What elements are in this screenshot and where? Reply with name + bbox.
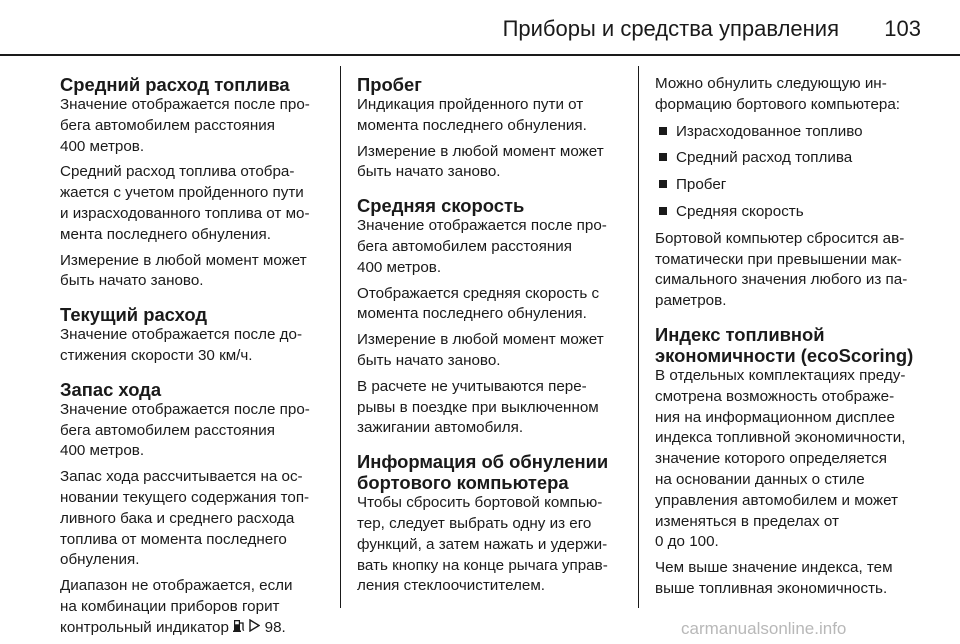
list-item [655, 202, 919, 223]
heading-average-speed: Средняя скорость [357, 195, 525, 217]
fuel-pump-icon [233, 618, 245, 639]
text-line: на комбинации приборов горит [60, 597, 280, 615]
paragraph [357, 493, 621, 597]
text-line: раметров. [655, 292, 727, 310]
text-line: Измерение в любой момент может [60, 251, 307, 269]
text-line: 400 метров. [60, 137, 145, 155]
text-line: на основании данных о стиле [655, 470, 865, 488]
column-divider-1 [340, 66, 341, 608]
heading-current-consumption: Текущий расход [60, 304, 208, 326]
text-line: Значение отображается после про- [60, 400, 310, 418]
page-reference: 98. [264, 618, 286, 636]
text-line: рывы в поездке при выключенном [357, 398, 599, 416]
list-item-text: Израсходованное топливо [676, 122, 863, 140]
text-line: Бортовой компьютер сбросится ав- [655, 229, 905, 247]
text-line: обнуления. [60, 551, 140, 569]
list-item-text: Средний расход топлива [676, 149, 853, 167]
text-line: Измерение в любой момент может [357, 142, 604, 160]
paragraph [357, 377, 621, 439]
text-line: Значение отображается после про- [357, 217, 607, 235]
text-line: бега автомобилем расстояния [60, 116, 275, 134]
text-line: вать кнопку на конце рычага управ- [357, 556, 608, 574]
square-bullet-icon [659, 207, 667, 215]
page-header-title: Приборы и средства управления [502, 16, 839, 41]
column-3 [655, 74, 919, 605]
text-line: стижения скорости 30 км/ч. [60, 346, 253, 364]
text-line: Запас хода рассчитывается на ос- [60, 468, 303, 486]
paragraph [357, 216, 621, 278]
text-line: зажигании автомобиля. [357, 419, 524, 437]
paragraph [60, 400, 324, 462]
list-item [655, 148, 919, 169]
text-line: быть начато заново. [357, 351, 501, 369]
paragraph [60, 162, 324, 245]
paragraph [655, 366, 919, 553]
heading-line: Индекс топливной [655, 323, 825, 345]
heading-range: Запас хода [60, 378, 162, 400]
paragraph [655, 229, 919, 312]
text-line: Можно обнулить следующую ин- [655, 75, 887, 92]
text-line: 400 метров. [357, 258, 442, 276]
bullet-list [655, 122, 919, 223]
square-bullet-icon [659, 127, 667, 135]
heading-line: экономичности (ecoScoring) [655, 344, 914, 366]
text-line: и израсходованного топлива от мо- [60, 204, 310, 222]
heading-line: бортового компьютера [357, 472, 569, 494]
text-line: бега автомобилем расстояния [60, 421, 275, 439]
text-line: жается с учетом пройденного пути [60, 184, 304, 202]
text-line: Чтобы сбросить бортовой компью- [357, 494, 603, 512]
paragraph [357, 95, 621, 137]
paragraph [357, 142, 621, 184]
text-line: функций, а затем нажать и удержи- [357, 535, 608, 553]
heading-reset-info [357, 451, 621, 493]
text-line: формацию бортового компьютера: [655, 95, 901, 113]
heading-average-consumption: Средний расход топлива [60, 74, 290, 95]
text-line: управления автомобилем и может [655, 491, 898, 509]
heading-eco-scoring [655, 324, 919, 366]
text-line: момента последнего обнуления. [357, 305, 587, 323]
header-divider [0, 54, 960, 56]
square-bullet-icon [659, 180, 667, 188]
paragraph [60, 576, 324, 638]
text-line: В расчете не учитываются пере- [357, 377, 587, 395]
heading-mileage: Пробег [357, 74, 422, 95]
text-line: томатически при превышении мак- [655, 250, 902, 268]
text-line: Чем выше значение индекса, тем [655, 559, 893, 577]
text-line: ливного бака и среднего расхода [60, 509, 295, 527]
paragraph [60, 251, 324, 293]
text-line: топлива от момента последнего [60, 530, 287, 548]
paragraph [60, 95, 324, 157]
paragraph [357, 330, 621, 372]
text-line: значение которого определяется [655, 450, 887, 468]
text-line: 400 метров. [60, 442, 145, 460]
text-line-with-icons [60, 618, 324, 639]
list-item-text: Средняя скорость [676, 202, 804, 220]
paragraph [357, 284, 621, 326]
column-1 [60, 74, 324, 644]
text-line: Индикация пройденного пути от [357, 96, 584, 113]
text-line: тер, следует выбрать одну из его [357, 514, 592, 532]
list-item [655, 175, 919, 196]
text-line: симального значения любого из па- [655, 271, 908, 289]
page-reference-icon [249, 618, 260, 639]
text-line: 0 до 100. [655, 533, 719, 551]
list-item-text: Пробег [676, 176, 727, 194]
paragraph [655, 74, 919, 116]
text-line: новании текущего содержания топ- [60, 488, 310, 506]
column-divider-2 [638, 66, 639, 608]
text-line: Значение отображается после до- [60, 326, 303, 344]
text-line: Измерение в любой момент может [357, 331, 604, 349]
page-number: 103 [884, 16, 921, 41]
text-line: момента последнего обнуления. [357, 116, 587, 134]
text-line: быть начато заново. [357, 163, 501, 181]
text-line: Средний расход топлива отобра- [60, 163, 295, 181]
text-line: выше топливная экономичность. [655, 579, 888, 597]
paragraph [60, 325, 324, 367]
text-line: мента последнего обнуления. [60, 225, 271, 243]
paragraph [60, 467, 324, 571]
text-line: Отображается средняя скорость с [357, 284, 600, 302]
text-line: индекса топливной экономичности, [655, 429, 906, 447]
text-line: изменяться в пределах от [655, 512, 839, 530]
heading-line: Информация об обнулении [357, 451, 609, 473]
list-item [655, 122, 919, 143]
indicator-text: контрольный индикатор [60, 618, 229, 636]
watermark: carmanualsonline.info [681, 619, 847, 638]
text-line: быть начато заново. [60, 272, 204, 290]
square-bullet-icon [659, 153, 667, 161]
text-line: Значение отображается после про- [60, 96, 310, 113]
text-line: бега автомобилем расстояния [357, 237, 572, 255]
paragraph [655, 558, 919, 600]
text-line: смотрена возможность отображе- [655, 387, 895, 405]
text-line: ления стеклоочистителем. [357, 577, 545, 595]
text-line: ния на информационном дисплее [655, 408, 895, 426]
text-line: Диапазон не отображается, если [60, 577, 293, 595]
text-line: В отдельных комплектациях преду- [655, 366, 906, 384]
column-2 [357, 74, 621, 602]
